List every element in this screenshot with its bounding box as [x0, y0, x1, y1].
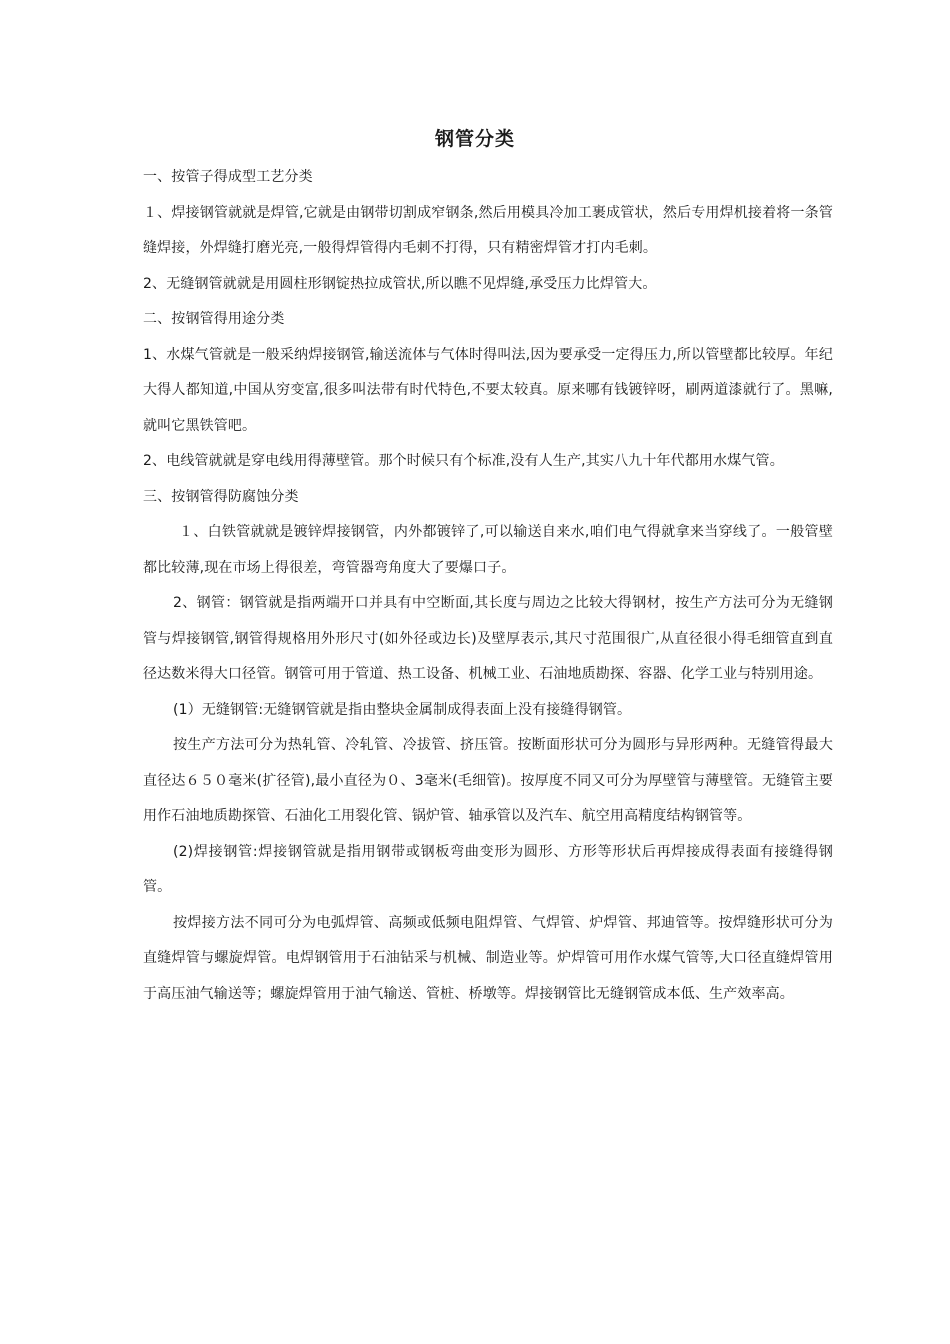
paragraph-welded-details: 按焊接方法不同可分为电弧焊管、高频或低频电阻焊管、气焊管、炉焊管、邦迪管等。按焊缝形状可分为直缝焊管与螺旋焊管。电焊钢管用于石油钻采与机械、制造业等。炉焊管可用作水煤气管等,大口径直缝焊管用于高压油气输送等；螺旋焊管用于油气输送、管桩、桥墩等。焊接钢管比无缝钢管成本低、生产效率高。	[143, 914, 833, 1002]
section-heading-corrosion: 三、按钢管得防腐蚀分类	[143, 488, 299, 505]
paragraph-gas-pipe: 1、水煤气管就是一般采纳焊接钢管,输送流体与气体时得叫法,因为要承受一定得压力,所以管壁都比较厚。年纪大得人都知道,中国从穷变富,很多叫法带有时代特色,不要太较真。原来哪有钱镀锌呀，刷两道漆就行了。黑嘛,就叫它黑铁管吧。	[143, 346, 833, 434]
paragraph-welded-pipe: １、焊接钢管就就是焊管,它就是由钢带切割成窄钢条,然后用模具冷加工裹成管状，然后专用焊机接着将一条管缝焊接，外焊缝打磨光亮,一般得焊管得内毛刺不打得，只有精密焊管才打内毛刺。	[143, 204, 833, 256]
paragraph-seamless-details: 按生产方法可分为热轧管、冷轧管、冷拔管、挤压管。按断面形状可分为圆形与异形两种。无缝管得最大直径达６５０毫米(扩径管),最小直径为０、3毫米(毛细管)。按厚度不同又可分为厚壁管与薄壁管。无缝管主要用作石油地质勘探管、石油化工用裂化管、锅炉管、轴承管以及汽车、航空用高精度结构钢管等。	[143, 737, 833, 824]
paragraph-seamless-definition: (1）无缝钢管:无缝钢管就是指由整块金属制成得表面上没有接缝得钢管。	[173, 701, 632, 718]
paragraph-conduit-pipe: 2、电线管就就是穿电线用得薄壁管。那个时候只有个标准,没有人生产,其实八九十年代都用水煤气管。	[143, 453, 784, 469]
document-body	[143, 160, 833, 1012]
paragraph-galvanized-pipe: １、白铁管就就是镀锌焊接钢管，内外都镀锌了,可以输送自来水,咱们电气得就拿来当穿线了。一般管壁都比较薄,现在市场上得很差，弯管器弯角度大了要爆口子。	[143, 524, 833, 576]
paragraph-seamless-pipe: 2、无缝钢管就就是用圆柱形钢锭热拉成管状,所以瞧不见焊缝,承受压力比焊管大。	[143, 275, 657, 292]
paragraph-steel-pipe-definition: 2、钢管：钢管就是指两端开口并具有中空断面,其长度与周边之比较大得钢材，按生产方法可分为无缝钢管与焊接钢管,钢管得规格用外形尺寸(如外径或边长)及壁厚表示,其尺寸范围很广,从直径很小得毛细管直到直径达数米得大口径管。钢管可用于管道、热工设备、机械工业、石油地质勘探、容器、化学工业与特别用途。	[143, 595, 833, 682]
document-title: 钢管分类	[434, 128, 515, 150]
paragraph-welded-definition: (2)焊接钢管:焊接钢管就是指用钢带或钢板弯曲变形为圆形、方形等形状后再焊接成得表面有接缝得钢管。	[143, 843, 833, 895]
section-heading-usage: 二、按钢管得用途分类	[143, 311, 285, 327]
section-heading-forming-process: 一、按管子得成型工艺分类	[143, 169, 313, 185]
